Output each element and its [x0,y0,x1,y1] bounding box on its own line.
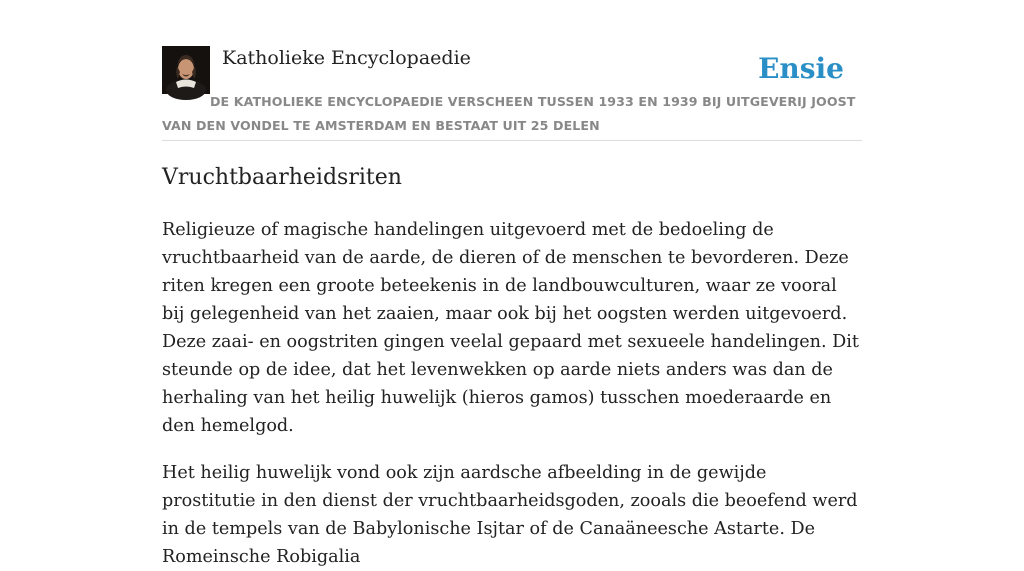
site-subtitle: DE KATHOLIEKE ENCYCLOPAEDIE VERSCHEEN TUSSEN 1933 EN 1939 BIJ UITGEVERIJ JOOST VAN DEN VONDEL TE AMSTERDAM EN BESTAAT UIT 25 DELEN [162,94,856,133]
article-content [162,160,862,571]
site-header [162,46,862,141]
site-title[interactable]: Katholieke Encyclopaedie [222,47,471,69]
article-paragraph: Het heilig huwelijk vond ook zijn aardsche afbeelding in de gewijde prostitutie in den dienst der vruchtbaarheidsgoden, zooals die beoefend werd in de tempels van de Babylonische Isjtar of de Canaäneesche Astarte. De Romeinsche Robigalia [162,463,858,567]
portrait-icon [162,46,210,94]
article-title: Vruchtbaarheidsriten [162,165,402,190]
brand-logo[interactable]: Ensie [758,52,844,85]
article-paragraph: Religieuze of magische handelingen uitgevoerd met de bedoeling de vruchtbaarheid van de aarde, de dieren of de menschen te bevorderen. Deze riten kregen een groote beteekenis in de landbouwculturen, waar ze vooral bij gelegenheid van het zaaien, maar ook bij het oogsten werden uitgevoerd. Deze zaai- en oogstriten gingen veelal gepaard met sexueele handelingen. Dit steunde op de idee, dat het levenwekken op aarde niets anders was dan de herhaling van het heilig huwelijk (hieros gamos) tusschen moederaarde en den hemelgod. [162,220,859,436]
avatar[interactable] [162,46,210,94]
